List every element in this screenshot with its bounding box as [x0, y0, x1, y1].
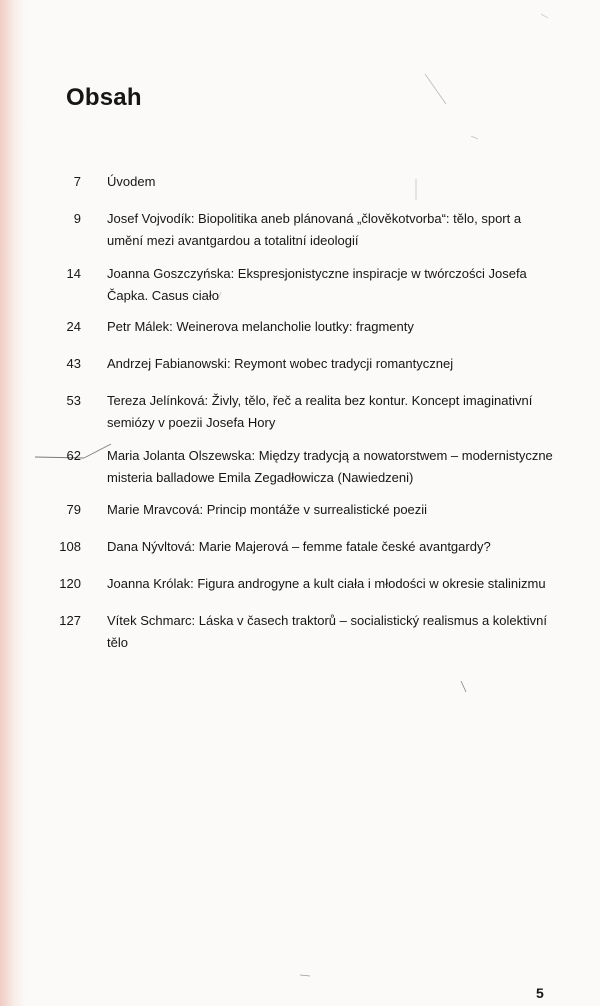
toc-entry-title: Joanna Królak: Figura androgyne a kult ciała i młodości w okresie stalinizmu: [107, 576, 546, 591]
toc-page-number: 24: [66, 319, 81, 334]
toc-page-number: 120: [59, 576, 81, 591]
page-title: Obsah: [66, 84, 142, 111]
toc-page-number: 127: [59, 613, 81, 628]
toc-entry-title: Josef Vojvodík: Biopolitika aneb plánovaná „člověkotvorba“: tělo, sport a umění mezi avantgardou a totalitní ideologií: [107, 211, 522, 248]
toc-entry-title: Maria Jolanta Olszewska: Między tradycją a nowatorstwem – modernistyczne misteria balladowe Emila Zegadłowicza (Nawiedzeni): [107, 448, 553, 485]
pencil-mark: [461, 681, 466, 692]
toc-entry-title: Dana Nývltová: Marie Majerová – femme fatale české avantgardy?: [107, 539, 491, 554]
toc-page-number: 9: [73, 211, 81, 226]
toc-entry-title: Marie Mravcová: Princip montáže v surrealistické poezii: [107, 502, 428, 517]
toc-page-number: 108: [59, 539, 81, 554]
pencil-mark: [425, 74, 446, 104]
pencil-mark: [541, 14, 548, 18]
toc-page-number: 62: [66, 448, 81, 463]
toc-page-number: 79: [66, 502, 81, 517]
toc-page-number: 14: [66, 266, 81, 281]
toc-entry-title: Joanna Goszczyńska: Ekspresjonistyczne inspiracje w twórczości Josefa Čapka. Casus ciało: [107, 266, 527, 303]
toc-page-number: 7: [73, 174, 81, 189]
page-number: 5: [536, 985, 544, 1001]
pencil-mark: [300, 975, 310, 976]
toc-entry-title: Vítek Schmarc: Láska v časech traktorů – socialistický realismus a kolektivní tělo: [107, 613, 547, 650]
toc-entry-title: Andrzej Fabianowski: Reymont wobec tradycji romantycznej: [107, 356, 454, 371]
toc-entry-title: Petr Málek: Weinerova melancholie loutky: fragmenty: [107, 319, 414, 334]
toc-page-number: 53: [66, 393, 81, 408]
toc-entry-title: Úvodem: [107, 174, 156, 189]
toc-page-number: 43: [66, 356, 81, 371]
pencil-mark: [471, 136, 478, 139]
page-edge-tint: [0, 0, 26, 1006]
toc-entry-title: Tereza Jelínková: Živly, tělo, řeč a realita bez kontur. Koncept imaginativní semiózy v poezii Josefa Hory: [107, 393, 533, 430]
